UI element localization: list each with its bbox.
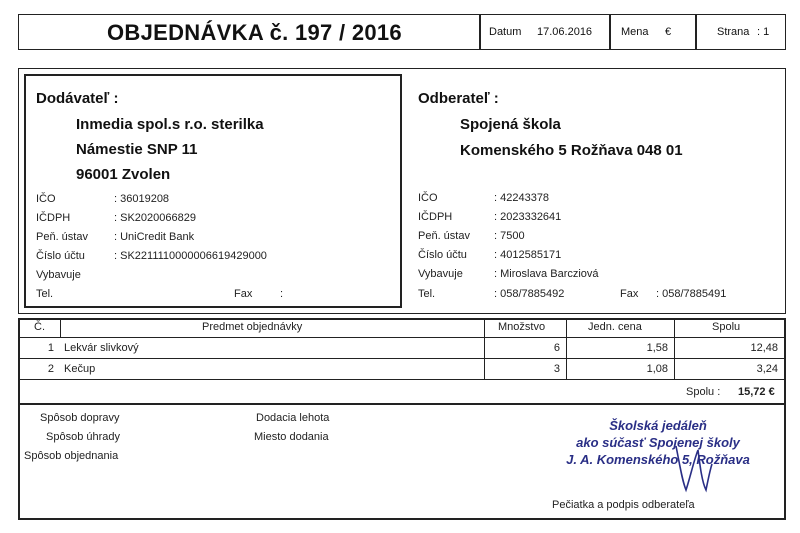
supplier-field-value: : UniCredit Bank: [114, 231, 195, 243]
sum-label: Spolu :: [686, 386, 721, 398]
column-header-item: Predmet objednávky: [202, 321, 303, 333]
row-qty: 6: [553, 342, 560, 354]
supplier-field-label: Vybavuje: [36, 269, 81, 281]
column-header-total: Spolu: [712, 321, 741, 333]
page-value: : 1: [757, 26, 770, 38]
supplier-box: [24, 74, 402, 308]
customer-field-label: IČDPH: [418, 211, 453, 223]
customer-field-label: IČO: [418, 192, 438, 204]
customer-field-label: Číslo účtu: [418, 249, 467, 261]
column-header-no: Č.: [34, 321, 45, 333]
row-unit-price: 1,08: [646, 363, 668, 375]
footer-section: [18, 404, 786, 520]
supplier-field-label: Číslo účtu: [36, 250, 85, 262]
delivery-place-label: Miesto dodania: [254, 431, 329, 443]
customer-field-label: Peň. ústav: [418, 230, 470, 242]
row-item: Kečup: [64, 363, 96, 375]
payment-label: Spôsob úhrady: [46, 431, 120, 443]
customer-field-value: : 42243378: [494, 192, 550, 204]
school-stamp: Školská jedáleň ako súčasť Spojenej školy J. A. Komenského 5, Rožňava: [566, 418, 750, 467]
customer-tel-value: : 058/7885492: [494, 288, 565, 300]
column-header-unit-price: Jedn. cena: [588, 321, 642, 333]
currency-value: €: [665, 26, 672, 38]
supplier-tel-label: Tel.: [36, 288, 54, 300]
signature-scribble: [668, 440, 718, 496]
supplier-field-label: IČO: [36, 193, 56, 205]
date-label: Datum: [489, 26, 522, 38]
supplier-city: 96001 Zvolen: [76, 166, 171, 183]
supplier-field-value: : SK2020066829: [114, 212, 196, 224]
order-method-label: Spôsob objednania: [24, 450, 119, 462]
row-number: 1: [47, 342, 54, 354]
customer-field-value: : 2023332641: [494, 211, 562, 223]
supplier-field-value: : SK2211110000006619429000: [114, 250, 267, 262]
signature-label: Pečiatka a podpis odberateľa: [552, 499, 695, 511]
column-header-qty: Množstvo: [498, 321, 546, 333]
page-label: Strana: [717, 26, 750, 38]
items-table: [18, 318, 786, 404]
customer-field-value: : Miroslava Barcziová: [494, 268, 599, 280]
header-bar: [18, 14, 786, 50]
supplier-field-label: Peň. ústav: [36, 231, 88, 243]
supplier-field-value: : 36019208: [114, 193, 170, 205]
date-value: 17.06.2016: [537, 26, 593, 38]
customer-name: Spojená škola: [460, 116, 561, 133]
supplier-heading: Dodávateľ :: [36, 90, 119, 107]
row-qty: 3: [553, 363, 560, 375]
customer-heading: Odberateľ :: [418, 90, 499, 107]
delivery-term-label: Dodacia lehota: [256, 412, 330, 424]
supplier-name: Inmedia spol.s r.o. sterilka: [76, 116, 264, 133]
supplier-field-label: IČDPH: [36, 212, 71, 224]
customer-field-value: : 7500: [494, 230, 525, 242]
supplier-fax-label: Fax: [234, 288, 253, 300]
customer-street: Komenského 5 Rožňava 048 01: [460, 142, 683, 159]
customer-tel-label: Tel.: [418, 288, 436, 300]
customer-field-label: Vybavuje: [418, 268, 463, 280]
supplier-street: Námestie SNP 11: [76, 141, 198, 158]
row-number: 2: [47, 363, 54, 375]
supplier-fax-value: :: [280, 288, 284, 300]
customer-section: [408, 74, 780, 308]
document-title: OBJEDNÁVKA č. 197 / 2016: [107, 20, 402, 45]
row-total: 12,48: [750, 342, 778, 354]
customer-field-value: : 4012585171: [494, 249, 562, 261]
transport-label: Spôsob dopravy: [40, 412, 120, 424]
row-total: 3,24: [756, 363, 778, 375]
customer-fax-value: : 058/7885491: [656, 288, 727, 300]
row-unit-price: 1,58: [646, 342, 668, 354]
sum-value: 15,72 €: [738, 386, 775, 398]
row-item: Lekvár slivkový: [64, 342, 139, 354]
currency-label: Mena: [621, 26, 649, 38]
customer-fax-label: Fax: [620, 288, 639, 300]
